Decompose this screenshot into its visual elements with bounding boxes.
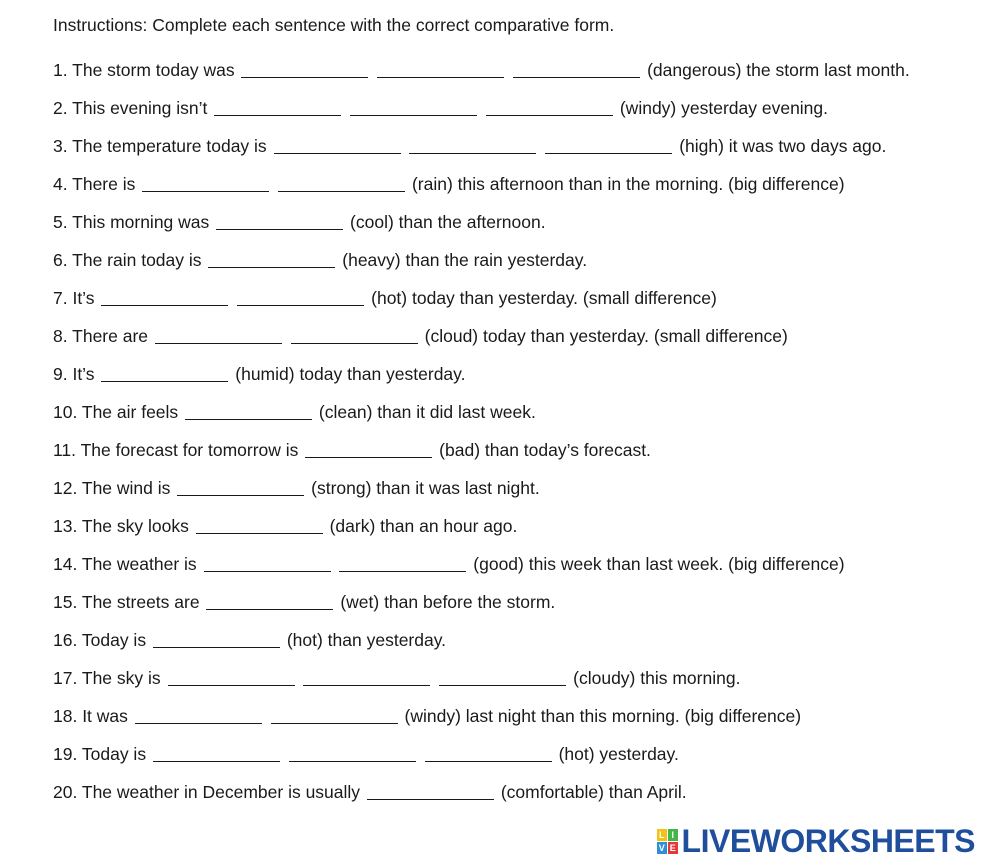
question-hint: (windy) yesterday evening. [619, 98, 829, 118]
question-hint: (cloudy) this morning. [573, 668, 741, 688]
answer-blank[interactable] [291, 329, 418, 344]
question-item [53, 590, 953, 614]
answer-blank[interactable] [439, 671, 566, 686]
logo-mark-icon: L I V E [657, 829, 678, 854]
question-hint: (windy) last night than this morning. (big difference) [404, 706, 802, 726]
question-hint: (bad) than today’s forecast. [439, 440, 651, 460]
question-hint: (dark) than an hour ago. [329, 516, 518, 536]
question-item [53, 286, 953, 310]
answer-blank[interactable] [486, 101, 613, 116]
question-text: 20. The weather in December is usually [53, 782, 361, 802]
question-hint: (hot) than yesterday. [286, 630, 447, 650]
answer-blank[interactable] [339, 557, 466, 572]
answer-blank[interactable] [377, 63, 504, 78]
question-hint: (wet) than before the storm. [340, 592, 556, 612]
question-item [53, 628, 953, 652]
answer-blank[interactable] [305, 443, 432, 458]
answer-blank[interactable] [513, 63, 640, 78]
question-item [53, 552, 953, 576]
answer-blank[interactable] [350, 101, 477, 116]
answer-blank[interactable] [135, 709, 262, 724]
question-item [53, 210, 953, 234]
question-text: 4. There is [53, 174, 136, 194]
question-hint: (comfortable) than April. [500, 782, 687, 802]
answer-blank[interactable] [153, 633, 280, 648]
question-hint: (good) this week than last week. (big difference) [473, 554, 845, 574]
question-item [53, 780, 953, 804]
question-item [53, 172, 953, 196]
answer-blank[interactable] [367, 785, 494, 800]
question-item [53, 58, 953, 82]
question-list [53, 58, 953, 804]
question-item [53, 248, 953, 272]
question-text: 1. The storm today was [53, 60, 235, 80]
question-item [53, 514, 953, 538]
question-hint: (strong) than it was last night. [311, 478, 540, 498]
answer-blank[interactable] [101, 367, 228, 382]
answer-blank[interactable] [101, 291, 228, 306]
question-item [53, 324, 953, 348]
question-hint: (high) it was two days ago. [679, 136, 887, 156]
answer-blank[interactable] [271, 709, 398, 724]
answer-blank[interactable] [168, 671, 295, 686]
answer-blank[interactable] [204, 557, 331, 572]
answer-blank[interactable] [155, 329, 282, 344]
worksheet [53, 13, 953, 818]
question-text: 15. The streets are [53, 592, 200, 612]
answer-blank[interactable] [142, 177, 269, 192]
answer-blank[interactable] [241, 63, 368, 78]
question-text: 17. The sky is [53, 668, 161, 688]
question-hint: (clean) than it did last week. [318, 402, 536, 422]
question-text: 5. This morning was [53, 212, 210, 232]
question-hint: (humid) today than yesterday. [235, 364, 466, 384]
question-item [53, 742, 953, 766]
question-item [53, 134, 953, 158]
question-hint: (rain) this afternoon than in the morning. (big difference) [411, 174, 845, 194]
question-item [53, 666, 953, 690]
question-hint: (heavy) than the rain yesterday. [342, 250, 588, 270]
answer-blank[interactable] [425, 747, 552, 762]
question-text: 3. The temperature today is [53, 136, 267, 156]
question-text: 9. It’s [53, 364, 95, 384]
answer-blank[interactable] [289, 747, 416, 762]
question-item [53, 362, 953, 386]
question-hint: (cloud) today than yesterday. (small difference) [424, 326, 788, 346]
question-text: 14. The weather is [53, 554, 197, 574]
answer-blank[interactable] [237, 291, 364, 306]
question-hint: (hot) today than yesterday. (small difference) [371, 288, 717, 308]
liveworksheets-logo [657, 823, 975, 859]
answer-blank[interactable] [185, 405, 312, 420]
question-item [53, 704, 953, 728]
question-text: 11. The forecast for tomorrow is [53, 440, 299, 460]
answer-blank[interactable] [214, 101, 341, 116]
question-text: 16. Today is [53, 630, 147, 650]
question-text: 12. The wind is [53, 478, 171, 498]
answer-blank[interactable] [153, 747, 280, 762]
answer-blank[interactable] [274, 139, 401, 154]
question-text: 18. It was [53, 706, 128, 726]
question-hint: (hot) yesterday. [558, 744, 679, 764]
question-text: 10. The air feels [53, 402, 179, 422]
answer-blank[interactable] [196, 519, 323, 534]
question-item [53, 400, 953, 424]
question-text: 8. There are [53, 326, 149, 346]
question-text: 2. This evening isn’t [53, 98, 208, 118]
answer-blank[interactable] [409, 139, 536, 154]
question-hint: (cool) than the afternoon. [350, 212, 546, 232]
answer-blank[interactable] [545, 139, 672, 154]
answer-blank[interactable] [177, 481, 304, 496]
question-item [53, 476, 953, 500]
answer-blank[interactable] [208, 253, 335, 268]
question-item [53, 438, 953, 462]
question-text: 7. It’s [53, 288, 95, 308]
question-text: 6. The rain today is [53, 250, 202, 270]
question-text: 19. Today is [53, 744, 147, 764]
answer-blank[interactable] [278, 177, 405, 192]
logo-text: LIVEWORKSHEETS [681, 822, 975, 859]
question-text: 13. The sky looks [53, 516, 189, 536]
answer-blank[interactable] [216, 215, 343, 230]
answer-blank[interactable] [303, 671, 430, 686]
question-item [53, 96, 953, 120]
instructions: Instructions: Complete each sentence with the correct comparative form. [53, 15, 615, 35]
answer-blank[interactable] [206, 595, 333, 610]
question-hint: (dangerous) the storm last month. [647, 60, 910, 80]
